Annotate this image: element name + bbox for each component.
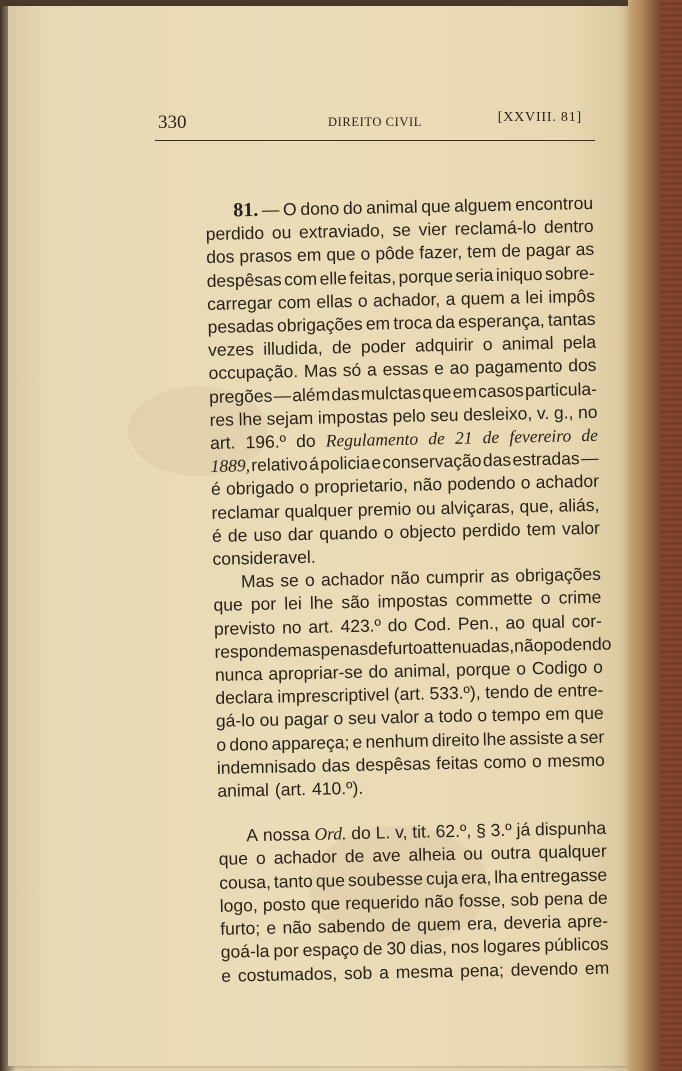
text-line: despêsas com elle feitas, porque seria iniquo sobre-: [206, 262, 595, 291]
text-line: Mas se o achador não cumprir as obrigações: [240, 564, 602, 592]
text-line: vezes illudida, de poder adquirir o animal pela: [207, 332, 597, 361]
text-line: declara imprescriptivel (art. 533.º), tendo de entre-: [215, 680, 604, 709]
text-line: que por lei lhe são impostas commette o crime: [213, 587, 602, 616]
text-line: carregar com ellas o achador, a quem a lei impôs: [206, 285, 596, 314]
text-line: pesadas obrigações em troca da esperança, tantas: [207, 308, 596, 337]
text-line: que o achador de ave alheia ou outra qualquer: [218, 841, 607, 870]
body-text: [205, 192, 612, 988]
text-line: reclamar qualquer premio ou alviçaras, que, aliás,: [211, 494, 600, 523]
text-line: art. 196.º do Regulamento de 21 de fevereiro de: [209, 424, 599, 453]
text-line: furto; e não sabendo de quem era, deveria apre-: [220, 910, 609, 939]
text-line: 81. — O dono do animal que alguem encontrou: [232, 192, 594, 222]
header-rule: [155, 140, 595, 141]
text-line: goá-la por espaço de 30 dias, nos logares públicos: [220, 934, 609, 963]
text-line: gá-lo ou pagar o seu valor a todo o tempo em que: [215, 703, 604, 732]
text-line: é de uso dar quando o objecto perdido tem valor: [211, 517, 601, 546]
text-line: 1889, relativo á policia e conservação das estradas —: [210, 448, 599, 477]
text-line: res lhe sejam impostas pelo seu desleixo, v. g., no: [209, 401, 598, 430]
text-line: e costumados, sob a mesma pena; devendo em: [221, 957, 610, 986]
text-line: dos prasos em que o pôde fazer, tem de pagar as: [205, 239, 595, 268]
text-line: animal (art. 410.º).: [217, 777, 364, 801]
text-line: indemnisado das despêsas feitas como o mesmo: [216, 749, 605, 778]
paragraph: [213, 563, 612, 803]
text-line: cousa, tanto que soubesse cuja era, lha entregasse: [219, 864, 608, 893]
text-line: nunca apropriar-se do animal, porque o Codigo o: [214, 656, 604, 685]
page-header: [140, 108, 602, 132]
text-line: pregões — além das mulctas que em casos particula-: [208, 378, 598, 407]
text-line: respondem as penas de furto attenuadas, não podendo: [214, 633, 612, 662]
section-reference: [XXVIII. 81]: [497, 110, 582, 125]
book-spine-edge: [660, 0, 682, 1071]
page-number: 330: [158, 112, 187, 133]
text-line: A nossa Ord. do L. v, tit. 62.º, § 3.º já dispunha: [246, 818, 607, 846]
text-line: consideravel.: [212, 546, 316, 569]
text-line: logo, posto que requerido não fosse, sob pena de: [219, 887, 608, 916]
text-line: o dono appareça; e nenhum direito lhe assiste a ser: [216, 726, 605, 755]
running-title: DIREITO CIVIL: [328, 115, 423, 129]
text-line: é obrigado o proprietario, não podendo o achador: [210, 471, 600, 500]
text-line: occupação. Mas só a essas e ao pagamento dos: [208, 355, 597, 384]
text-line: perdido ou extraviado, se vier reclamá-lo dentro: [205, 216, 594, 245]
text-line: previsto no art. 423.º do Cod. Pen., ao qual cor-: [213, 610, 603, 639]
paragraph: [205, 192, 601, 571]
paragraph: [218, 817, 609, 988]
